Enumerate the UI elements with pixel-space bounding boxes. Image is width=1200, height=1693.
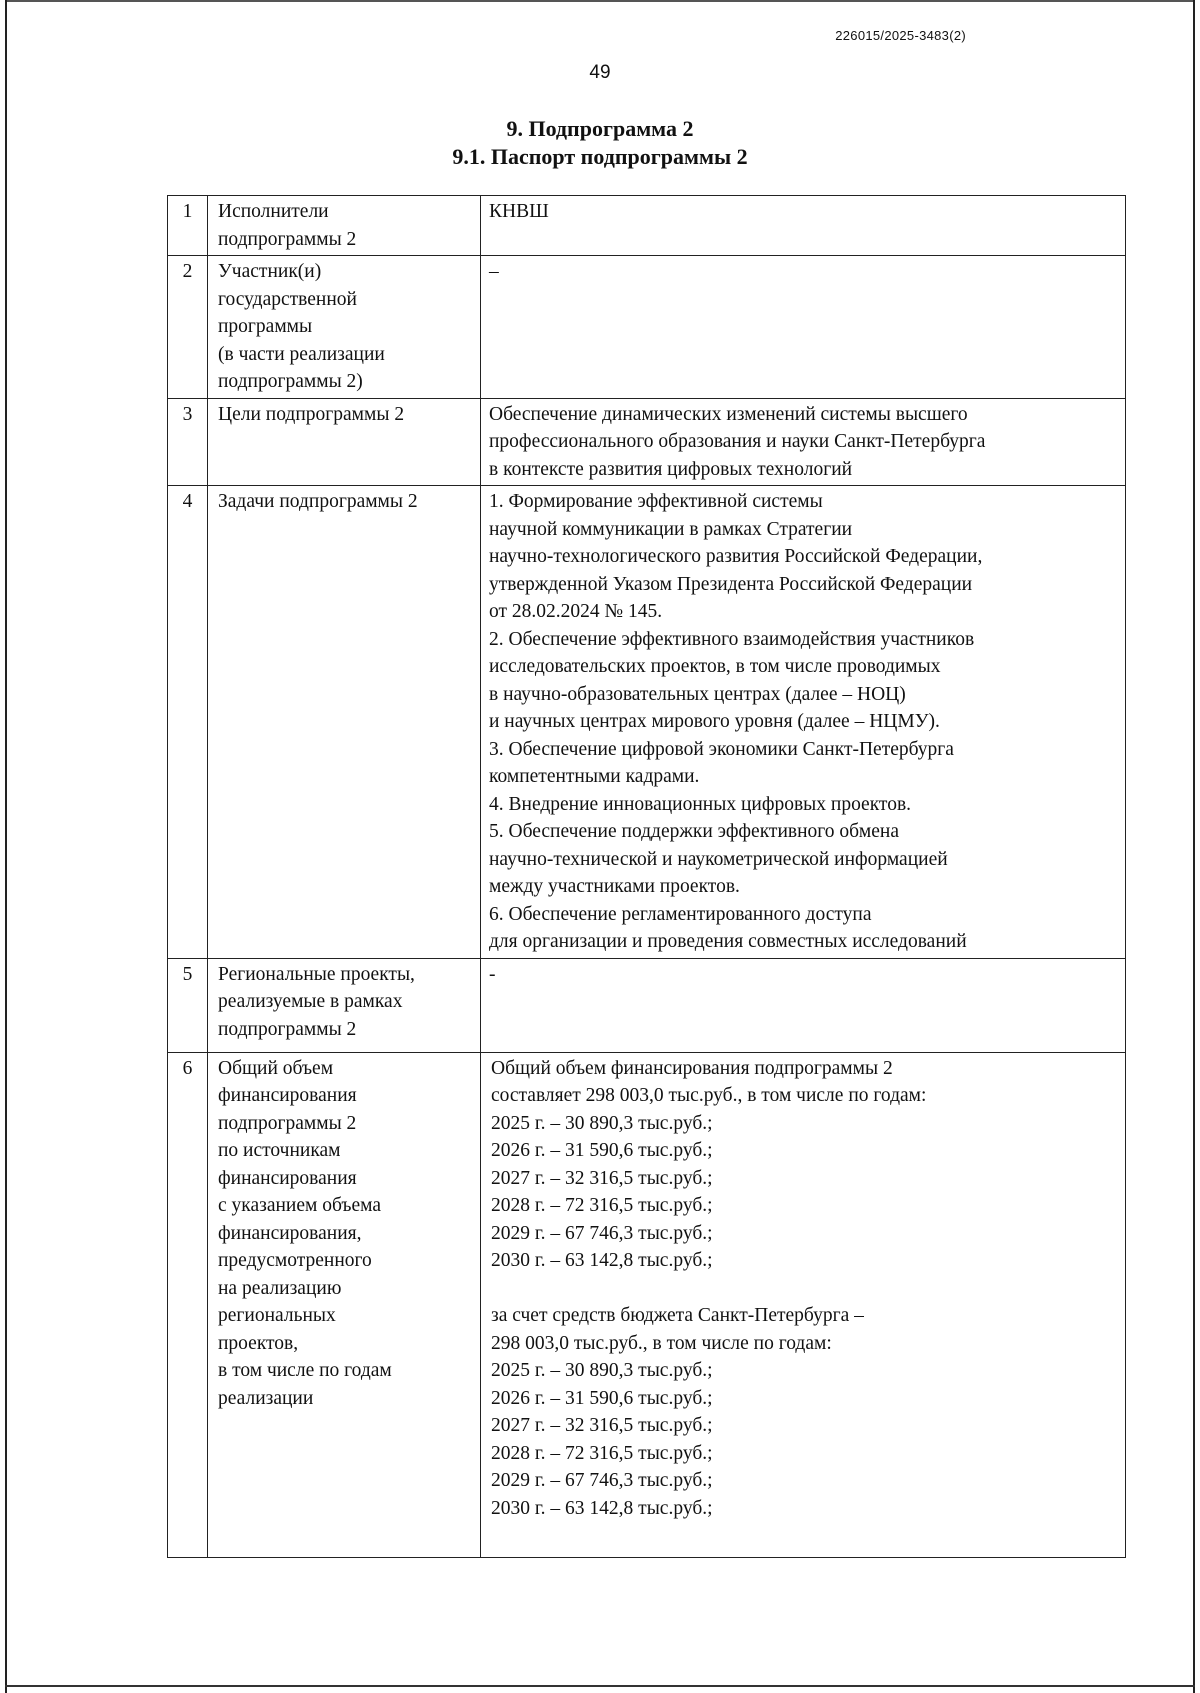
table-row: [168, 196, 1126, 256]
row-content: КНВШ: [481, 196, 1126, 256]
section-title: 9. Подпрограмма 2: [506, 116, 694, 141]
row-label: Задачи подпрограммы 2: [208, 486, 481, 959]
passport-table: [167, 195, 1126, 1558]
table-row: [168, 958, 1126, 1052]
row-content: Обеспечение динамических изменений системы высшего профессионального образования и науки Санкт-Петербурга в контексте развития цифровых технологий: [481, 398, 1126, 486]
row-content: 1. Формирование эффективной системы научной коммуникации в рамках Стратегии научно-технологического развития Российской Федерации, утвержденной Указом Президента Российской Федерации от 28.02.2024 № 145. 2. Обеспечение эффективного взаимодействия участников исследовательских проектов, в том числе проводимых в научно-образовательных центрах (далее – НОЦ) и научных центрах мирового уровня (далее – НЦМУ). 3. Обеспечение цифровой экономики Санкт-Петербурга компетентными кадрами. 4. Внедрение инновационных цифровых проектов. 5. Обеспечение поддержки эффективного обмена научно-технической и наукометрической информацией между участниками проектов. 6. Обеспечение регламентированного доступа для организации и проведения совместных исследований: [481, 486, 1126, 959]
row-number: 6: [168, 1052, 208, 1557]
row-label: Региональные проекты, реализуемые в рамках подпрограммы 2: [208, 958, 481, 1052]
row-number: 3: [168, 398, 208, 486]
table-row: [168, 1052, 1126, 1557]
row-label: Исполнители подпрограммы 2: [208, 196, 481, 256]
page-border-top: [5, 0, 1195, 2]
row-content: Общий объем финансирования подпрограммы 2 составляет 298 003,0 тыс.руб., в том числе по годам: 2025 г. – 30 890,3 тыс.руб.; 2026 г. – 31 590,6 тыс.руб.; 2027 г. – 32 316,5 тыс.руб.; 2028 г. – 72 316,5 тыс.руб.; 2029 г. – 67 746,3 тыс.руб.; 2030 г. – 63 142,8 тыс.руб.; за счет средств бюджета Санкт-Петербурга – 298 003,0 тыс.руб., в том числе по годам: 2025 г. – 30 890,3 тыс.руб.; 2026 г. – 31 590,6 тыс.руб.; 2027 г. – 32 316,5 тыс.руб.; 2028 г. – 72 316,5 тыс.руб.; 2029 г. – 67 746,3 тыс.руб.; 2030 г. – 63 142,8 тыс.руб.;: [481, 1052, 1126, 1557]
table-row: [168, 398, 1126, 486]
row-label: Общий объем финансирования подпрограммы 2 по источникам финансирования с указанием объема финансирования, предусмотренного на реализацию региональных проектов, в том числе по годам реализации: [208, 1052, 481, 1557]
row-content: -: [481, 958, 1126, 1052]
row-label: Участник(и) государственной программы (в части реализации подпрограммы 2): [208, 256, 481, 399]
table-row: [168, 486, 1126, 959]
row-number: 2: [168, 256, 208, 399]
page-number: 49: [589, 62, 611, 83]
row-number: 1: [168, 196, 208, 256]
page-border-bottom: [5, 1685, 1195, 1687]
table-row: [168, 256, 1126, 399]
document-id: 226015/2025-3483(2): [835, 28, 966, 43]
page-border-right: [1193, 0, 1195, 1693]
page-border-left: [5, 0, 7, 1693]
row-label: Цели подпрограммы 2: [208, 398, 481, 486]
row-number: 4: [168, 486, 208, 959]
row-content: –: [481, 256, 1126, 399]
row-number: 5: [168, 958, 208, 1052]
subsection-title: 9.1. Паспорт подпрограммы 2: [452, 144, 748, 169]
